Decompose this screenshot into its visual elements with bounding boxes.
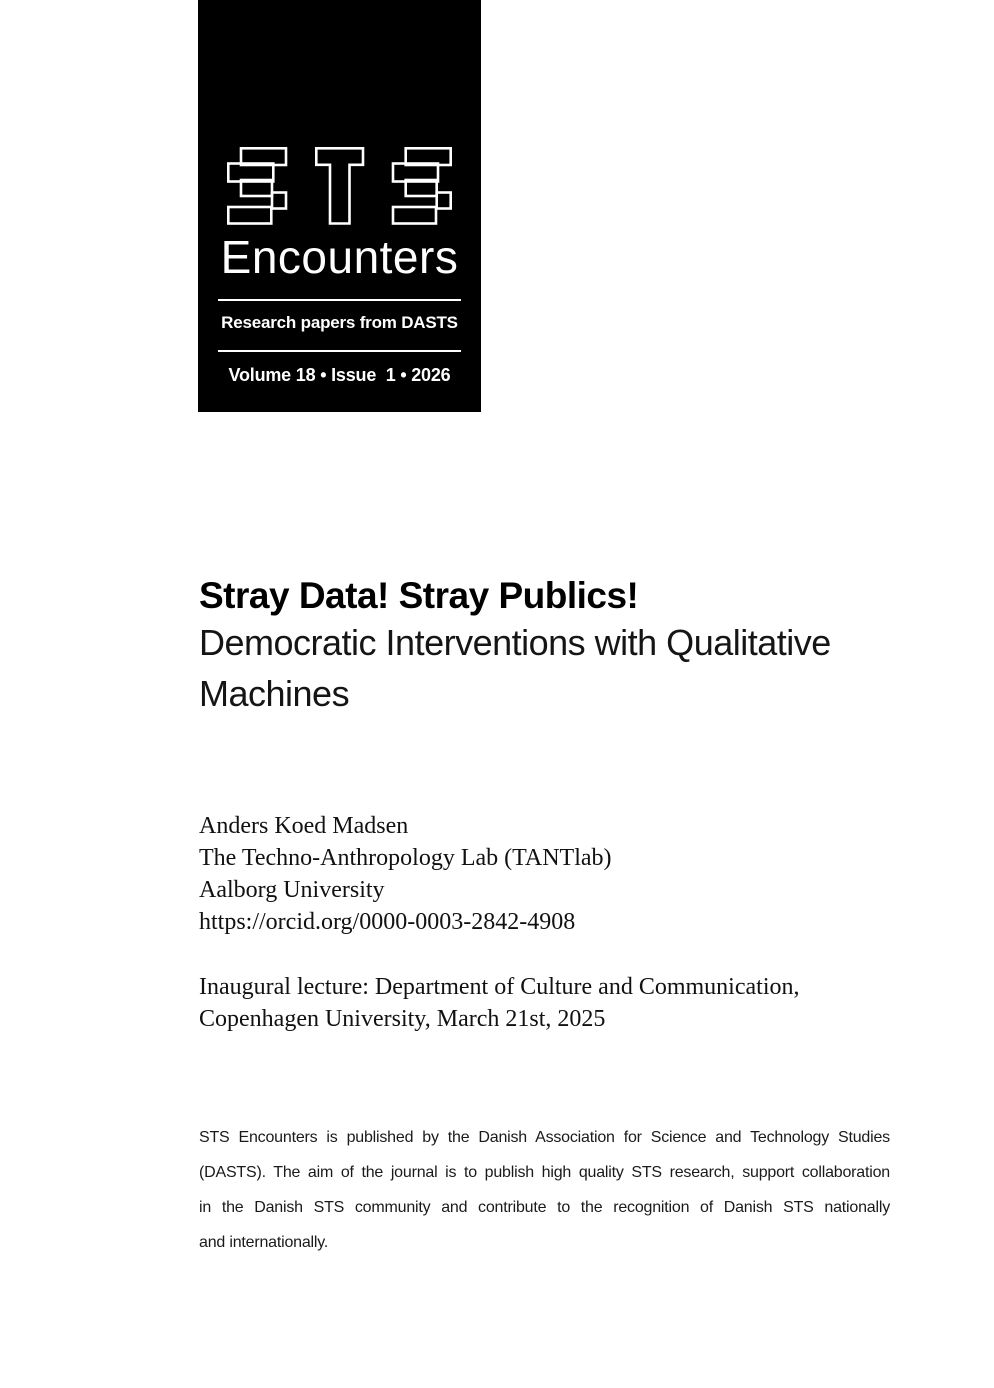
subtitle-line-1: Democratic Interventions with Qualitative — [199, 622, 831, 663]
paper-subtitle — [199, 617, 899, 719]
lecture-note — [199, 971, 899, 1035]
author-block — [199, 810, 899, 938]
volume-issue-line: Volume 18 • Issue 1 • 2026 — [228, 365, 451, 385]
journal-colophon — [199, 1120, 890, 1260]
journal-tagline: Research papers from DASTS — [221, 313, 458, 332]
journal-masthead — [198, 0, 481, 412]
colophon-line-2: (DASTS). The aim of the journal is to publish high quality STS research, support collaboration — [199, 1164, 890, 1181]
masthead-divider-top — [218, 299, 461, 301]
sts-logo-svg — [227, 147, 452, 225]
author-lab: The Techno-Anthropology Lab (TANTlab) — [199, 845, 612, 871]
lecture-line-2: Copenhagen University, March 21st, 2025 — [199, 1006, 606, 1032]
subtitle-line-2: Machines — [199, 673, 350, 714]
paper-title: Stray Data! Stray Publics! — [199, 575, 639, 616]
colophon-line-3: in the Danish STS community and contribute to the recognition of Danish STS nationally — [199, 1199, 890, 1216]
lecture-line-1: Inaugural lecture: Department of Culture and Communication, — [199, 974, 800, 1000]
orcid-row — [199, 906, 899, 938]
journal-name: Encounters — [220, 231, 459, 283]
author-university: Aalborg University — [199, 877, 385, 903]
colophon-line-4: and internationally. — [199, 1234, 329, 1251]
colophon-line-1: STS Encounters is published by the Danish Association for Science and Technology Studies — [199, 1129, 890, 1146]
sts-logo-icon — [227, 147, 452, 225]
author-name: Anders Koed Madsen — [199, 813, 409, 839]
orcid-link[interactable]: https://orcid.org/0000-0003-2842-4908 — [199, 909, 576, 935]
masthead-divider-bottom — [218, 350, 461, 352]
